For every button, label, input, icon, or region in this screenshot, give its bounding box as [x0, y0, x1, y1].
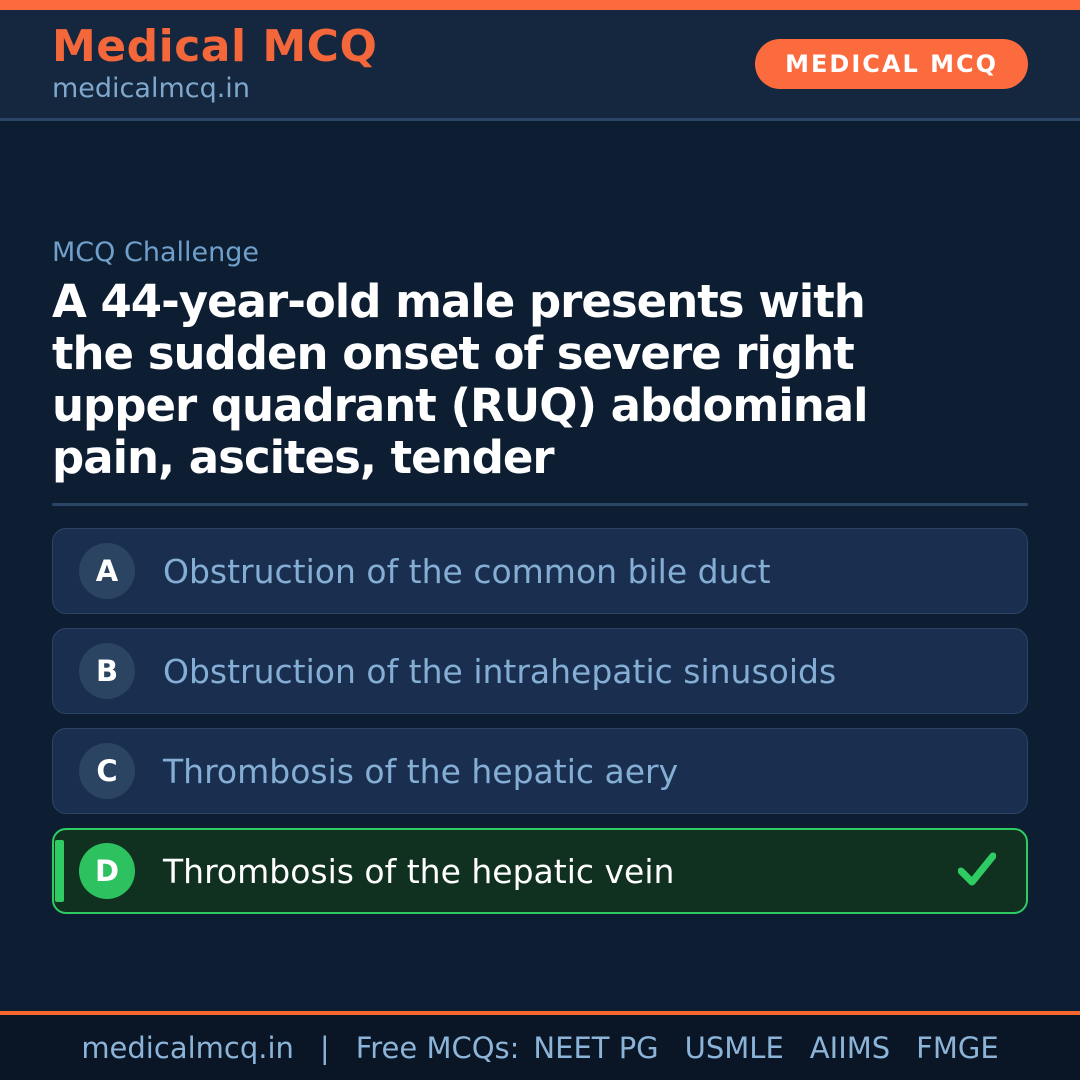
footer-exam: AIIMS — [809, 1030, 891, 1065]
top-accent-bar — [0, 0, 1080, 10]
brand-title: Medical MCQ — [52, 21, 378, 73]
footer-exam: USMLE — [684, 1030, 784, 1065]
options-list — [52, 528, 1028, 914]
question-line: A 44-year-old male presents with — [52, 275, 865, 328]
option-c-text: Thrombosis of the hepatic aery — [163, 751, 679, 791]
option-d-text: Thrombosis of the hepatic vein — [163, 851, 675, 891]
question-text — [52, 276, 1028, 484]
footer-exam: NEET PG — [533, 1030, 659, 1065]
option-b-letter-badge: B — [79, 643, 135, 699]
brand-badge: MEDICAL MCQ — [755, 39, 1028, 89]
footer-exam: FMGE — [916, 1030, 999, 1065]
brand-subtitle: medicalmcq.in — [52, 72, 250, 104]
question-divider — [52, 503, 1028, 506]
option-a[interactable] — [52, 528, 1028, 614]
option-c-letter-badge: C — [79, 743, 135, 799]
question-label: MCQ Challenge — [52, 237, 259, 268]
header — [0, 10, 1080, 121]
footer-tagline: Free MCQs: — [355, 1030, 520, 1065]
main-content — [0, 237, 1080, 914]
correct-accent-bar — [55, 840, 64, 902]
option-d-correct[interactable] — [52, 828, 1028, 914]
option-a-text: Obstruction of the common bile duct — [163, 551, 771, 591]
option-a-letter-badge: A — [79, 543, 135, 599]
question-line: the sudden onset of severe right — [52, 327, 854, 380]
check-icon — [958, 852, 996, 890]
option-c[interactable] — [52, 728, 1028, 814]
option-b-text: Obstruction of the intrahepatic sinusoids — [163, 651, 837, 691]
question-line: upper quadrant (RUQ) abdominal — [52, 379, 868, 432]
footer-separator: | — [319, 1030, 330, 1065]
brand — [52, 21, 378, 104]
option-d-letter-badge: D — [79, 843, 135, 899]
footer — [0, 1011, 1080, 1080]
option-b[interactable] — [52, 628, 1028, 714]
footer-site: medicalmcq.in — [81, 1030, 294, 1065]
question-line: pain, ascites, tender — [52, 431, 554, 484]
